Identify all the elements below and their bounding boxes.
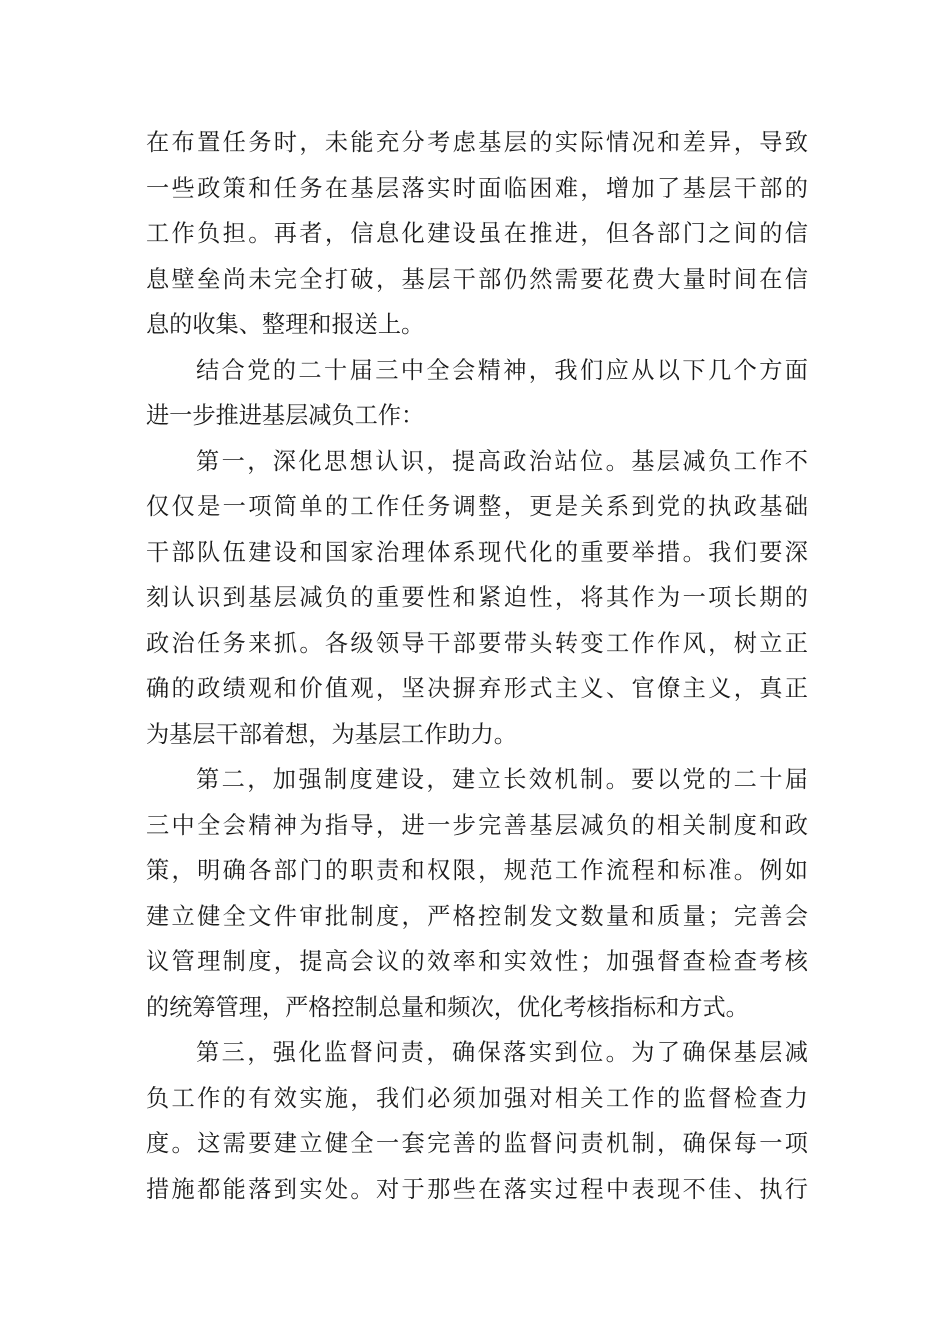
text-line: 负工作的有效实施，我们必须加强对相关工作的监督检查力 <box>146 1084 808 1112</box>
text-line: 在布置任务时，未能充分考虑基层的实际情况和差异，导致 <box>146 129 808 156</box>
text-line: 策，明确各部门的职责和权限，规范工作流程和标准。例如 <box>146 857 808 884</box>
text-line: 进一步推进基层减负工作： <box>146 402 425 429</box>
paragraph-start-line: 第二，加强制度建设，建立长效机制。要以党的二十届 <box>196 766 808 793</box>
text-line: 措施都能落到实处。对于那些在落实过程中表现不佳、执行 <box>146 1175 808 1203</box>
text-line: 一些政策和任务在基层落实时面临困难，增加了基层干部的 <box>146 174 808 202</box>
text-line: 刻认识到基层减负的重要性和紧迫性，将其作为一项长期的 <box>146 584 808 611</box>
text-line: 息的收集、整理和报送上。 <box>146 311 425 338</box>
text-line: 议管理制度，提高会议的效率和实效性；加强督查检查考核 <box>146 948 808 975</box>
paragraph-start-line: 第三，强化监督问责，确保落实到位。为了确保基层减 <box>196 1039 808 1066</box>
text-line: 仅仅是一项简单的工作任务调整，更是关系到党的执政基础 <box>146 493 808 520</box>
text-line: 干部队伍建设和国家治理体系现代化的重要举措。我们要深 <box>146 538 808 566</box>
text-line: 度。这需要建立健全一套完善的监督问责机制，确保每一项 <box>146 1130 808 1157</box>
text-line: 建立健全文件审批制度，严格控制发文数量和质量；完善会 <box>146 902 808 930</box>
body-text <box>146 120 808 1212</box>
paragraph-start-line: 第一，深化思想认识，提高政治站位。基层减负工作不 <box>196 447 808 475</box>
text-line: 三中全会精神为指导，进一步完善基层减负的相关制度和政 <box>146 811 808 839</box>
paragraph-start-line: 结合党的二十届三中全会精神，我们应从以下几个方面 <box>196 356 808 384</box>
text-line: 为基层干部着想，为基层工作助力。 <box>146 720 517 748</box>
text-line: 政治任务来抓。各级领导干部要带头转变工作作风，树立正 <box>146 629 808 657</box>
text-line: 工作负担。再者，信息化建设虽在推进，但各部门之间的信 <box>146 220 808 247</box>
text-line: 的统筹管理，严格控制总量和频次，优化考核指标和方式。 <box>146 993 749 1021</box>
text-line: 确的政绩观和价值观，坚决摒弃形式主义、官僚主义，真正 <box>146 675 808 702</box>
text-line: 息壁垒尚未完全打破，基层干部仍然需要花费大量时间在信 <box>146 265 808 293</box>
